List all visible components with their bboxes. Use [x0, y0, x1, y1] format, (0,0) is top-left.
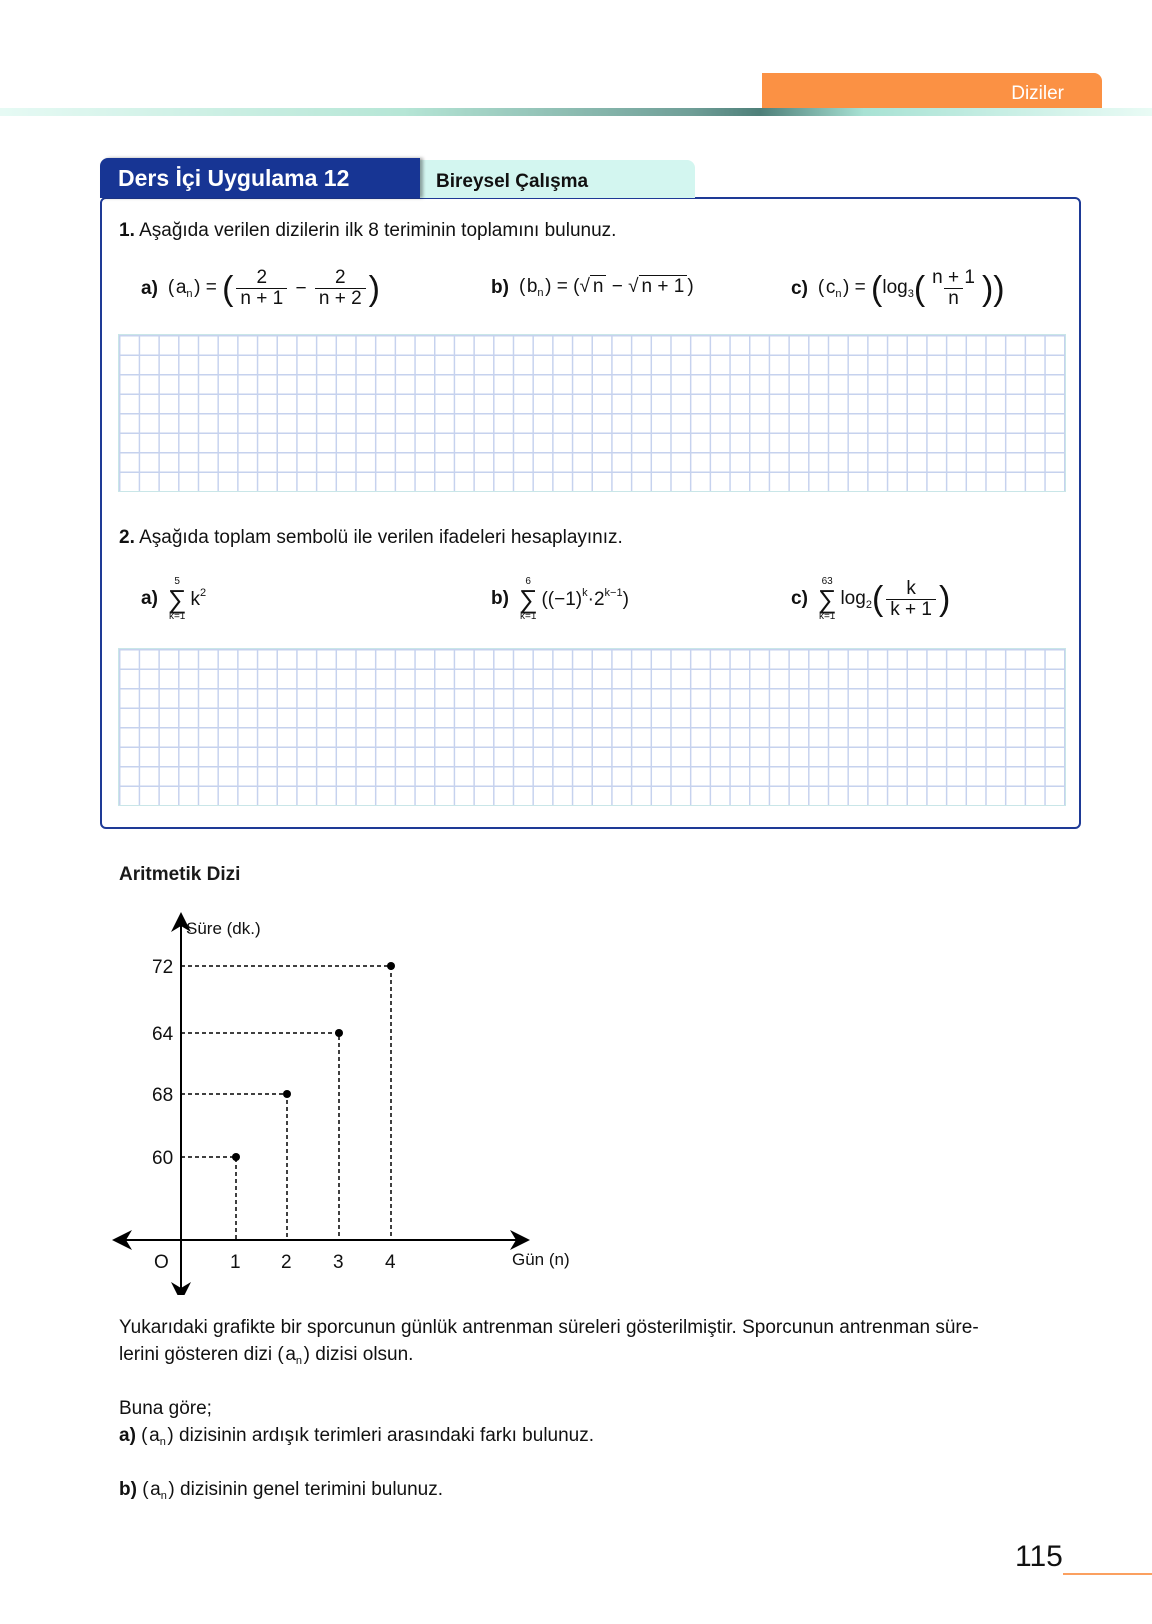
q2-b-label: b): [491, 588, 509, 609]
q2-item-b: b) 6 ∑ k=1 $((-1)^k\cdot 2^{k-1})$: [491, 576, 629, 622]
svg-text:2: 2: [281, 1252, 292, 1273]
q2-a-label: a): [141, 588, 158, 609]
q2-c-label: c): [791, 588, 808, 609]
q1-b-label: b): [491, 276, 509, 298]
page-number: 115: [1015, 1540, 1063, 1573]
q1-item-a: a) ( $a_n$ ) = ( $\frac{2}{n + 1}$ − $\frac{2}{n + 2}$ ): [141, 267, 380, 309]
page-number-underline: [1063, 1573, 1152, 1575]
svg-text:72: 72: [152, 957, 174, 978]
question-1: [119, 220, 616, 242]
practice-subtitle: Bireysel Çalışma: [436, 171, 589, 192]
sigma-icon: 5 ∑ k=1: [167, 576, 187, 622]
svg-text:68: 68: [152, 1085, 174, 1106]
svg-text:O: O: [154, 1252, 169, 1273]
chapter-title: Diziler: [1011, 83, 1064, 104]
question-2-number: 2.: [119, 527, 135, 548]
q2-item-c: c) 63 ∑ k=1 $\log_2$ ( $\frac{k}{k + 1}$ ): [791, 576, 951, 622]
training-duration-chart: [110, 900, 580, 1295]
answer-grid-1[interactable]: [118, 334, 1066, 492]
question-b: b) ( $a_n$ ) dizisinin genel terimini bulunuz.: [119, 1479, 444, 1502]
buna-gore: Buna göre;: [119, 1398, 212, 1419]
question-a: a) ( $a_n$ ) dizisinin ardışık terimleri arasındaki farkı bulunuz.: [119, 1425, 595, 1448]
question-1-text: Aşağıda verilen dizilerin ilk 8 teriminin toplamını bulunuz.: [139, 220, 617, 241]
q1-item-c: c) ( $c_n$ ) = ( $\log_3$ ( $\frac{n + 1}{n}$ )): [791, 267, 1005, 309]
question-2: [119, 527, 623, 549]
svg-text:64: 64: [152, 1024, 174, 1045]
header-gradient-bar: [0, 108, 1152, 116]
sigma-icon: 63 ∑ k=1: [817, 576, 837, 622]
svg-text:Süre (dk.): Süre (dk.): [186, 919, 261, 938]
question-2-text: Aşağıda toplam sembolü ile verilen ifadeleri hesaplayınız.: [139, 527, 623, 548]
practice-subtitle-tab: [420, 160, 695, 198]
svg-text:3: 3: [333, 1252, 344, 1273]
q1-item-b: b) ( $b_n$ ) = (√ n − √ n + 1 ): [491, 276, 694, 299]
data-points: [232, 962, 395, 1161]
answer-grid-2[interactable]: [118, 648, 1066, 806]
q1-c-label: c): [791, 277, 808, 299]
svg-text:4: 4: [385, 1252, 396, 1273]
description-line-1: Yukarıdaki grafikte bir sporcunun günlük antrenman süreleri gösterilmiştir. Sporcunun antrenman süre-: [119, 1317, 979, 1338]
svg-text:60: 60: [152, 1148, 174, 1169]
svg-text:1: 1: [230, 1252, 241, 1273]
sigma-icon: 6 ∑ k=1: [518, 576, 538, 622]
section-title: Aritmetik Dizi: [119, 864, 241, 885]
question-1-number: 1.: [119, 220, 135, 241]
q1-a-label: a): [141, 277, 158, 299]
chapter-tab: [762, 73, 1102, 109]
practice-title: Ders İçi Uygulama 12: [118, 165, 350, 191]
q2-item-a: a) 5 ∑ k=1 $k^2$: [141, 576, 207, 622]
practice-title-tab: [100, 158, 420, 198]
description-line-2: lerini gösteren dizi ( $a_n$ ) dizisi olsun.: [119, 1344, 414, 1367]
svg-text:Gün (n): Gün (n): [512, 1250, 570, 1269]
